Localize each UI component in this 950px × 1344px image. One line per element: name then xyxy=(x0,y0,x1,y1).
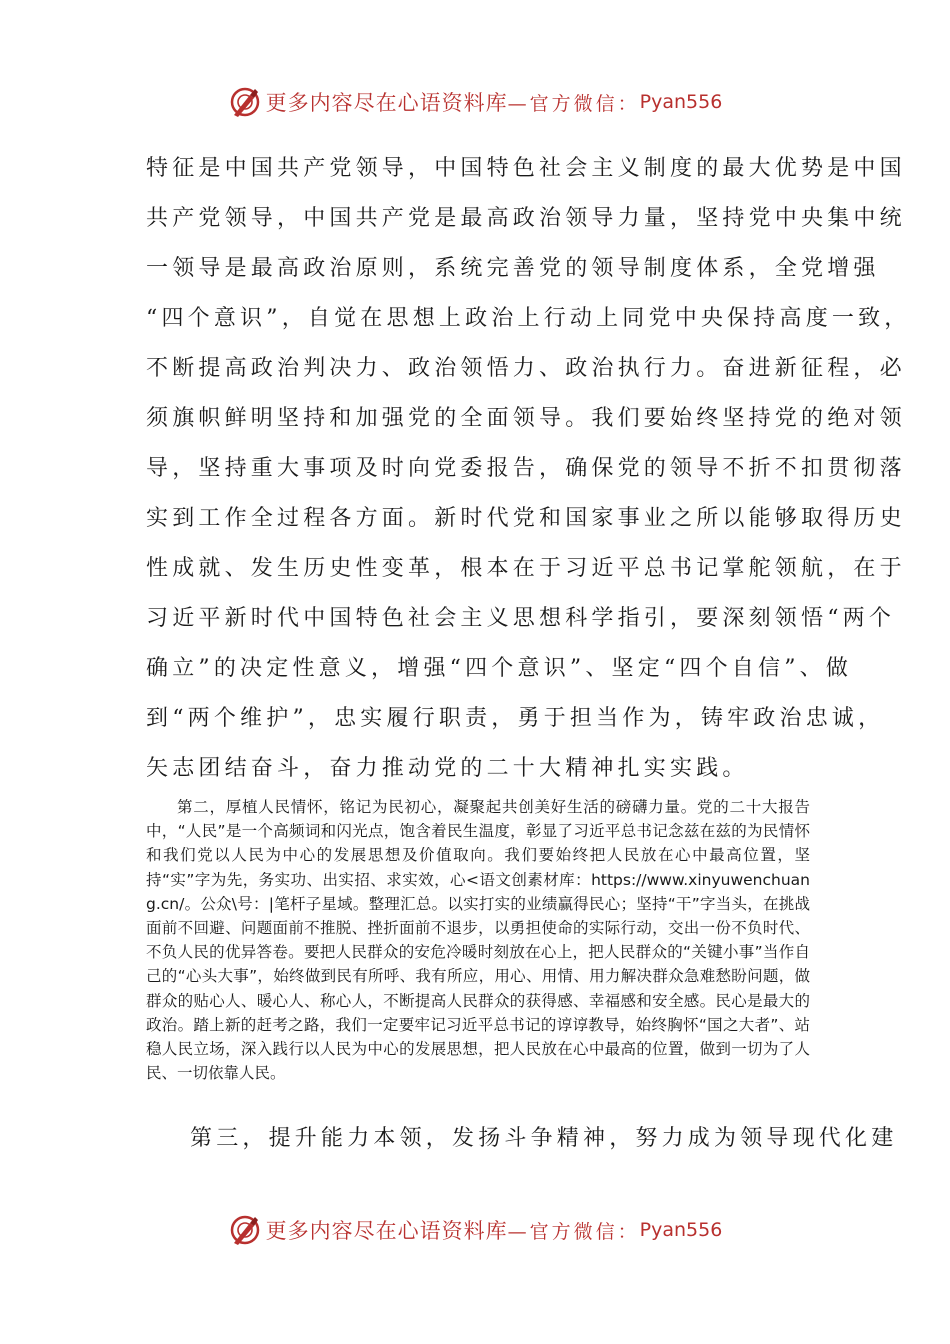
footer-watermark xyxy=(0,1208,950,1252)
text-line: 习近平新时代中国特色社会主义思想科学指引，要深刻领悟“两个 xyxy=(146,606,896,631)
watermark-id-text: Pyan556 xyxy=(639,1219,723,1241)
paragraph-3: 第三，提升能力本领，发扬斗争精神，努力成为领导现代化建 xyxy=(190,1126,898,1151)
paragraph-1 xyxy=(146,152,911,802)
text-line: 共产党领导，中国共产党是最高政治领导力量，坚持党中央集中统 xyxy=(146,206,906,231)
header-watermark xyxy=(0,80,950,124)
watermark-main-text: 更多内容尽在心语资料库 xyxy=(265,1219,508,1243)
text-line: 到“两个维护”，忠实履行职责，勇于担当作为，铸牢政治忠诚， xyxy=(146,706,885,731)
text-line: 特征是中国共产党领导，中国特色社会主义制度的最大优势是中国 xyxy=(146,156,906,181)
text-line: 须旗帜鲜明坚持和加强党的全面领导。我们要始终坚持党的绝对领 xyxy=(146,406,906,431)
paragraph-2: 第二，厚植人民情怀，铭记为民初心，凝聚起共创美好生活的磅礴力量。党的二十大报告中，“人民”是一个高频词和闪光点，饱含着民生温度，彰显了习近平总书记念兹在兹的为民情怀和我们党以人民为中心的发展思想及价值取向。我们要始终把人民放在心中最高位置，坚持“实”字为先，务实功、出实招、求实效，心<语文创素材库：https://www.xinyuwenchuang.cn/。公众\号：|笔杆子星域。整理汇总。以实打实的业绩赢得民心；坚持“干”字当头，在挑战面前不回避、问题面前不推脱、挫折面前不退步，以勇担使命的实际行动，交出一份不负时代、不负人民的优异答卷。要把人民群众的安危冷暖时刻放在心上，把人民群众的“关键小事”当作自己的“心头大事”，始终做到民有所呼、我有所应，用心、用情、用力解决群众急难愁盼问题，做群众的贴心人、暖心人、称心人，不断提高人民群众的获得感、幸福感和安全感。民心是最大的政治。踏上新的赶考之路，我们一定要牢记习近平总书记的谆谆教导，始终胸怀“国之大者”、站稳人民立场，深入践行以人民为中心的发展思想，把人民放在心中最高的位置，做到一切为了人民、一切依靠人民。 xyxy=(146,798,810,1083)
text-line: 导，坚持重大事项及时向党委报告，确保党的领导不折不扣贯彻落 xyxy=(146,456,906,481)
text-line: “四个意识”，自觉在思想上政治上行动上同党中央保持高度一致， xyxy=(146,306,911,331)
text-line: 矢志团结奋斗，奋力推动党的二十大精神扎实实践。 xyxy=(146,756,749,781)
watermark-sub-text: —官方微信： xyxy=(507,1220,640,1243)
text-line: 实到工作全过程各方面。新时代党和国家事业之所以能够取得历史 xyxy=(146,506,906,531)
watermark-main-text: 更多内容尽在心语资料库 xyxy=(265,91,508,115)
watermark-sub-text: —官方微信： xyxy=(507,92,640,115)
watermark-id-text: Pyan556 xyxy=(639,91,723,113)
text-line: 确立”的决定性意义，增强“四个意识”、坚定“四个自信”、做 xyxy=(146,656,853,681)
text-line: 不断提高政治判决力、政治领悟力、政治执行力。奋进新征程，必 xyxy=(146,356,906,381)
pen-logo-icon xyxy=(228,85,262,119)
text-line: 一领导是最高政治原则，系统完善党的领导制度体系，全党增强 xyxy=(146,256,880,281)
text-line: 性成就、发生历史性变革，根本在于习近平总书记掌舵领航，在于 xyxy=(146,556,906,581)
pen-logo-icon xyxy=(228,1213,262,1247)
